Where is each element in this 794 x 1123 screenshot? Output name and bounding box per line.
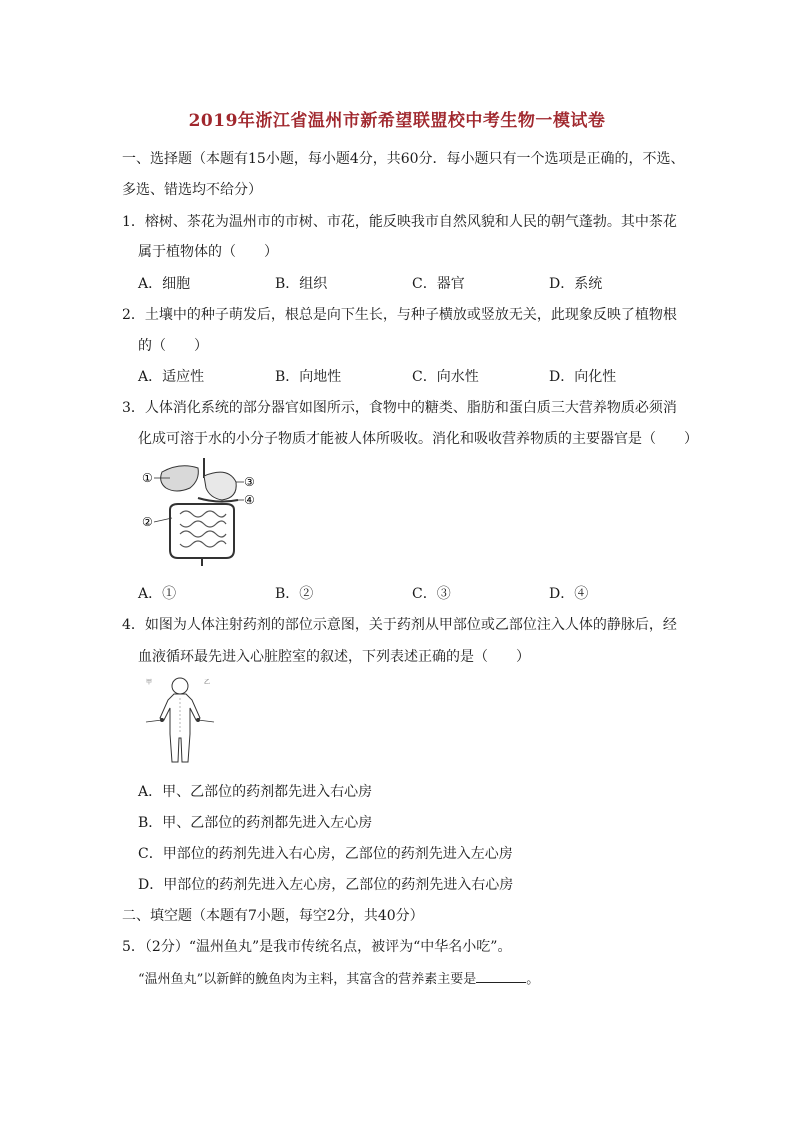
- large-intestine-shape: [170, 504, 234, 558]
- section2-heading: 二、填空题（本题有7小题，每空2分，共40分）: [122, 908, 424, 924]
- section1-heading-cont: 多选、错选均不给分）: [122, 182, 262, 198]
- q2-stem: 2．土壤中的种子萌发后，根总是向下生长，与种子横放或竖放无关，此现象反映了植物根: [122, 307, 677, 323]
- figure-label-3: ③: [244, 475, 255, 489]
- q5-question: [138, 968, 539, 987]
- figure-label-4: ④: [244, 493, 255, 507]
- q2-option-d: D．向化性: [549, 369, 617, 385]
- q4-stem: 4．如图为人体注射药剂的部位示意图，关于药剂从甲部位或乙部位注入人体的静脉后，经: [122, 617, 677, 633]
- figure-label-1: ①: [142, 471, 153, 485]
- q4-stem-cont: 血液循环最先进入心脏腔室的叙述，下列表述正确的是（ ）: [138, 649, 530, 665]
- q4-option-b: B．甲、乙部位的药剂都先进入左心房: [138, 815, 373, 831]
- q5-answer-blank[interactable]: [476, 970, 526, 983]
- q1-stem-cont: 属于植物体的（ ）: [138, 244, 278, 260]
- q5-question-text: “温州鱼丸”以新鲜的鮸鱼肉为主料，其富含的营养素主要是: [138, 972, 477, 987]
- body-figure-mark-right: 乙: [204, 679, 211, 686]
- q2-stem-cont: 的（ ）: [138, 338, 208, 354]
- q2-option-c: C．向水性: [412, 369, 479, 385]
- q2-option-a: A．适应性: [138, 369, 205, 385]
- section1-heading: 一、选择题（本题有15小题，每小题4分，共60分．每小题只有一个选项是正确的，不选、: [122, 151, 685, 167]
- q3-option-b: B．②: [275, 586, 314, 602]
- q3-stem-cont: 化成可溶于水的小分子物质才能被人体所吸收。消化和吸收营养物质的主要器官是（ ）: [138, 431, 698, 447]
- q3-option-a: A．①: [138, 586, 177, 602]
- q1-option-a: A．细胞: [138, 276, 191, 292]
- q1-option-b: B．组织: [275, 276, 328, 292]
- body-figure-mark-left: 甲: [146, 679, 153, 686]
- q2-option-b: B．向地性: [275, 369, 342, 385]
- q1-option-c: C．器官: [412, 276, 465, 292]
- digestive-system-figure: [140, 458, 270, 568]
- q3-options: [138, 583, 686, 603]
- stomach-shape: [204, 472, 236, 500]
- q4-option-d: D．甲部位的药剂先进入左心房，乙部位的药剂先进入右心房: [138, 877, 514, 893]
- q3-option-d: D．④: [549, 586, 589, 602]
- q1-options: [138, 273, 686, 293]
- q4-option-c: C．甲部位的药剂先进入右心房，乙部位的药剂先进入左心房: [138, 846, 513, 862]
- q5-question-end: 。: [526, 972, 540, 987]
- small-intestine-shape: [180, 511, 226, 547]
- q3-option-c: C．③: [412, 586, 451, 602]
- q4-option-a: A．甲、乙部位的药剂都先进入右心房: [138, 784, 373, 800]
- q2-options: [138, 366, 686, 386]
- q1-option-d: D．系统: [549, 276, 603, 292]
- human-body-figure: [140, 674, 220, 766]
- figure-label-2: ②: [142, 515, 153, 529]
- q1-stem: 1．榕树、茶花为温州市的市树、市花，能反映我市自然风貌和人民的朝气蓬勃。其中茶花: [122, 214, 677, 230]
- q5-stem: 5．（2分）“温州鱼丸”是我市传统名点，被评为“中华名小吃”。: [122, 939, 512, 955]
- page-title: 2019年浙江省温州市新希望联盟校中考生物一模试卷: [188, 111, 606, 131]
- q3-stem: 3．人体消化系统的部分器官如图所示，食物中的糖类、脂肪和蛋白质三大营养物质必须消: [122, 400, 677, 416]
